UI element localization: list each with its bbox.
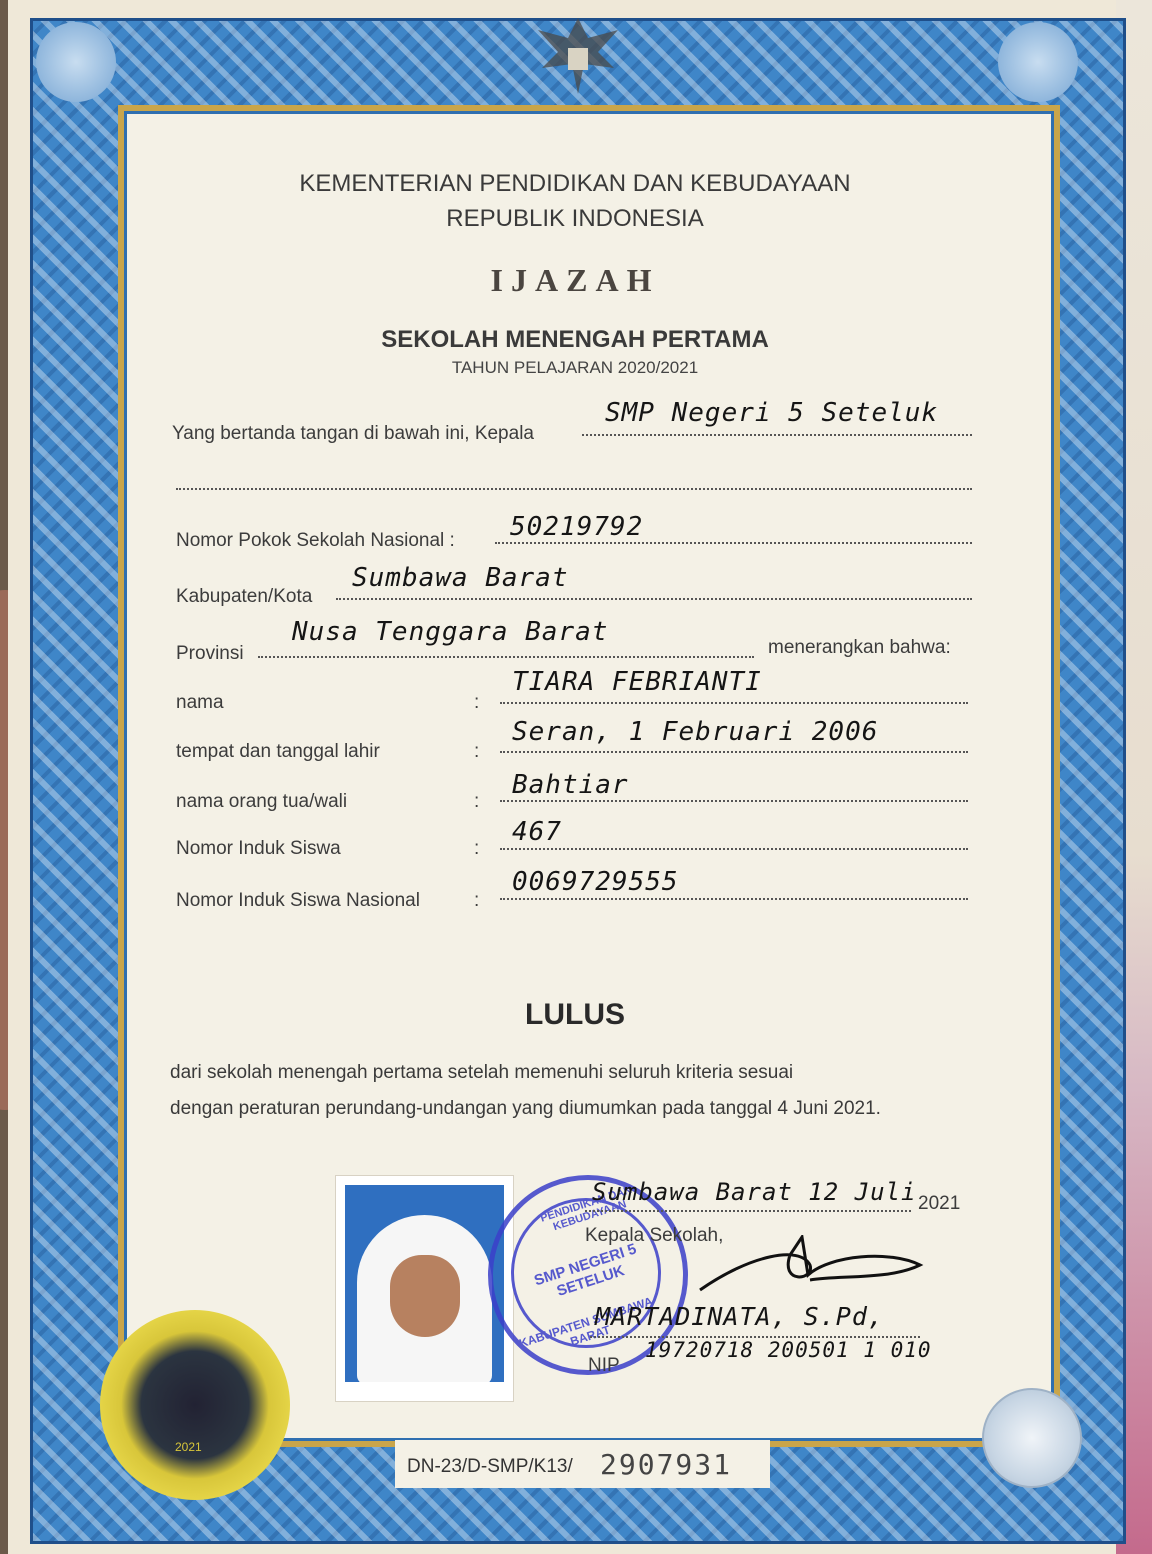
nip-label: NIP bbox=[588, 1355, 620, 1376]
school-level: SEKOLAH MENENGAH PERTAMA bbox=[381, 326, 769, 353]
kabupaten-value: Sumbawa Barat bbox=[352, 563, 569, 593]
kabupaten-line bbox=[336, 598, 972, 600]
student-photo bbox=[335, 1175, 514, 1402]
kepala-line bbox=[582, 434, 972, 436]
nama-colon: : bbox=[474, 692, 480, 713]
result-paragraph-line-1: dari sekolah menengah pertama setelah memenuhi seluruh kriteria sesuai bbox=[170, 1062, 794, 1083]
signature-role: Kepala Sekolah, bbox=[585, 1225, 724, 1246]
nip-value: 19720718 200501 1 010 bbox=[645, 1338, 932, 1362]
nisn-label: Nomor Induk Siswa Nasional bbox=[176, 890, 420, 911]
place-date-line bbox=[585, 1210, 911, 1212]
nisn-colon: : bbox=[474, 890, 480, 911]
serial-number-box bbox=[395, 1440, 770, 1488]
garuda-emblem-icon bbox=[518, 8, 638, 100]
npsn-label: Nomor Pokok Sekolah Nasional : bbox=[176, 530, 455, 551]
academic-year: TAHUN PELAJARAN 2020/2021 bbox=[451, 358, 699, 377]
security-hologram bbox=[982, 1388, 1082, 1488]
seal-year: 2021 bbox=[175, 1440, 202, 1454]
provinsi-line bbox=[258, 656, 754, 658]
nis-line bbox=[500, 848, 968, 850]
provinsi-label: Provinsi bbox=[176, 643, 244, 664]
provinsi-value: Nusa Tenggara Barat bbox=[292, 617, 609, 647]
ttl-value: Seran, 1 Februari 2006 bbox=[512, 717, 879, 747]
ortu-line bbox=[500, 800, 968, 802]
republic-name: REPUBLIK INDONESIA bbox=[446, 205, 704, 232]
nis-label: Nomor Induk Siswa bbox=[176, 838, 341, 859]
signatory-name: MARTADINATA, S.Pd, bbox=[595, 1302, 884, 1331]
certificate-title: IJAZAH bbox=[490, 262, 660, 298]
npsn-line bbox=[495, 542, 972, 544]
stamp-text-top: PENDIDIKAN DAN KEBUDAYAAN bbox=[538, 1183, 634, 1234]
serial-prefix: DN-23/D-SMP/K13/ bbox=[407, 1456, 573, 1477]
kepala-value: SMP Negeri 5 Seteluk bbox=[605, 398, 939, 428]
ministry-name: KEMENTERIAN PENDIDIKAN DAN KEBUDAYAAN bbox=[299, 170, 851, 197]
nama-value: TIARA FEBRIANTI bbox=[512, 667, 762, 697]
nisn-value: 0069729555 bbox=[512, 867, 679, 897]
kepala-label: Yang bertanda tangan di bawah ini, Kepala bbox=[172, 423, 534, 444]
signature-place-date: Sumbawa Barat 12 Juli bbox=[592, 1178, 917, 1206]
corner-ornament-top-right bbox=[998, 22, 1078, 102]
signature-year: 2021 bbox=[918, 1193, 961, 1214]
serial-number: 2907931 bbox=[600, 1448, 733, 1481]
nisn-line bbox=[500, 898, 968, 900]
npsn-value: 50219792 bbox=[510, 512, 644, 542]
ortu-colon: : bbox=[474, 791, 480, 812]
stamp-text-center: SMP NEGERI 5 SETELUK bbox=[532, 1240, 639, 1300]
kabupaten-label: Kabupaten/Kota bbox=[176, 586, 313, 607]
ortu-value: Bahtiar bbox=[512, 770, 629, 800]
photo-face bbox=[390, 1255, 460, 1337]
ttl-line bbox=[500, 751, 968, 753]
kepala-line-2 bbox=[176, 488, 972, 490]
ttl-label: tempat dan tanggal lahir bbox=[176, 741, 380, 762]
ortu-label: nama orang tua/wali bbox=[176, 791, 348, 812]
hologram-seal bbox=[100, 1310, 290, 1500]
corner-ornament-top-left bbox=[36, 22, 116, 102]
nis-colon: : bbox=[474, 838, 480, 859]
ttl-colon: : bbox=[474, 741, 480, 762]
nama-line bbox=[500, 702, 968, 704]
graduation-status: LULUS bbox=[525, 998, 625, 1031]
nama-label: nama bbox=[176, 692, 224, 713]
handwritten-signature bbox=[690, 1235, 930, 1305]
result-paragraph-line-2: dengan peraturan perundang-undangan yang diumumkan pada tanggal 4 Juni 2021. bbox=[170, 1098, 881, 1119]
nis-value: 467 bbox=[512, 817, 562, 847]
stamp-text-bottom: KABUPATEN SUMBAWA BARAT bbox=[517, 1294, 655, 1351]
menerangkan-text: menerangkan bahwa: bbox=[768, 637, 951, 658]
